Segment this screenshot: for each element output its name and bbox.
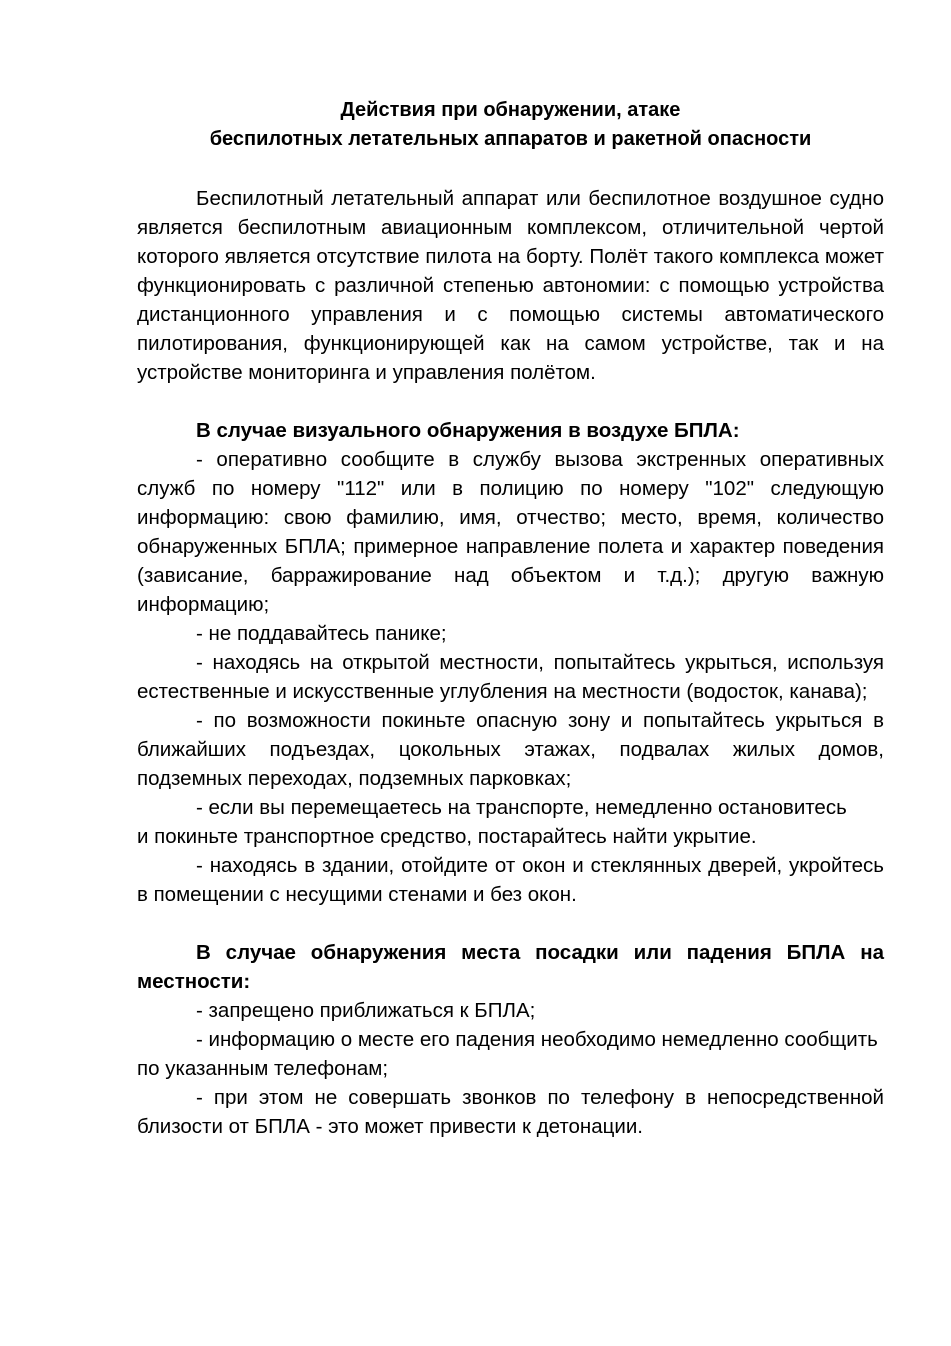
document-title: [137, 96, 884, 154]
section1-item-leave-zone: - по возможности покиньте опасную зону и попытайтесь укрыться в ближайших подъездах, цокольных этажах, подвалах жилых домов, подземных переходах, подземных парковках;: [137, 709, 884, 790]
section2-item-report-cont: по указанным телефонам;: [137, 1057, 389, 1080]
section2-heading: В случае обнаружения места посадки или падения БПЛА на местности:: [137, 941, 884, 993]
section2-item-no-approach: - запрещено приближаться к БПЛА;: [196, 999, 536, 1022]
section1-item-open-area: - находясь на открытой местности, попытайтесь укрыться, используя естественные и искусственные углубления на местности (водосток, канава);: [137, 651, 884, 703]
title-line-2: беспилотных летательных аппаратов и ракетной опасности: [209, 128, 812, 150]
document-page: [137, 96, 884, 1141]
section1-item-report: - оперативно сообщите в службу вызова экстренных оперативных служб по номеру "112" или в полицию по номеру "102" следующую информацию: свою фамилию, имя, отчество; место, время, количество обнаруженных БПЛА; примерное направление полета и характер поведения (зависание, барражирование над объектом и т.д.); другую важную информацию;: [137, 448, 884, 616]
section1-item-transport: - если вы перемещаетесь на транспорте, немедленно остановитесь: [196, 796, 847, 819]
title-line-1: Действия при обнаружении, атаке: [340, 99, 681, 121]
spacer: [137, 387, 884, 416]
section1-heading: В случае визуального обнаружения в воздухе БПЛА:: [196, 419, 740, 442]
spacer: [137, 909, 884, 938]
section2-item-no-calls: - при этом не совершать звонков по телефону в непосредственной близости от БПЛА - это может привести к детонации.: [137, 1086, 884, 1138]
section2-item-report: - информацию о месте его падения необходимо немедленно сообщить: [196, 1028, 878, 1051]
intro-paragraph: Беспилотный летательный аппарат или беспилотное воздушное судно является беспилотным авиационным комплексом, отличительной чертой которого является отсутствие пилота на борту. Полёт такого комплекса может функционировать с различной степенью автономии: с помощью устройства дистанционного управления и с помощью системы автоматического пилотирования, функционирующей как на самом устройстве, так и на устройстве мониторинга и управления полётом.: [137, 187, 884, 384]
section1-item-no-panic: - не поддавайтесь панике;: [196, 622, 447, 645]
section1-item-transport-cont: и покиньте транспортное средство, постарайтесь найти укрытие.: [137, 825, 757, 848]
spacer: [137, 154, 884, 184]
section1-item-building: - находясь в здании, отойдите от окон и стеклянных дверей, укройтесь в помещении с несущими стенами и без окон.: [137, 854, 884, 906]
